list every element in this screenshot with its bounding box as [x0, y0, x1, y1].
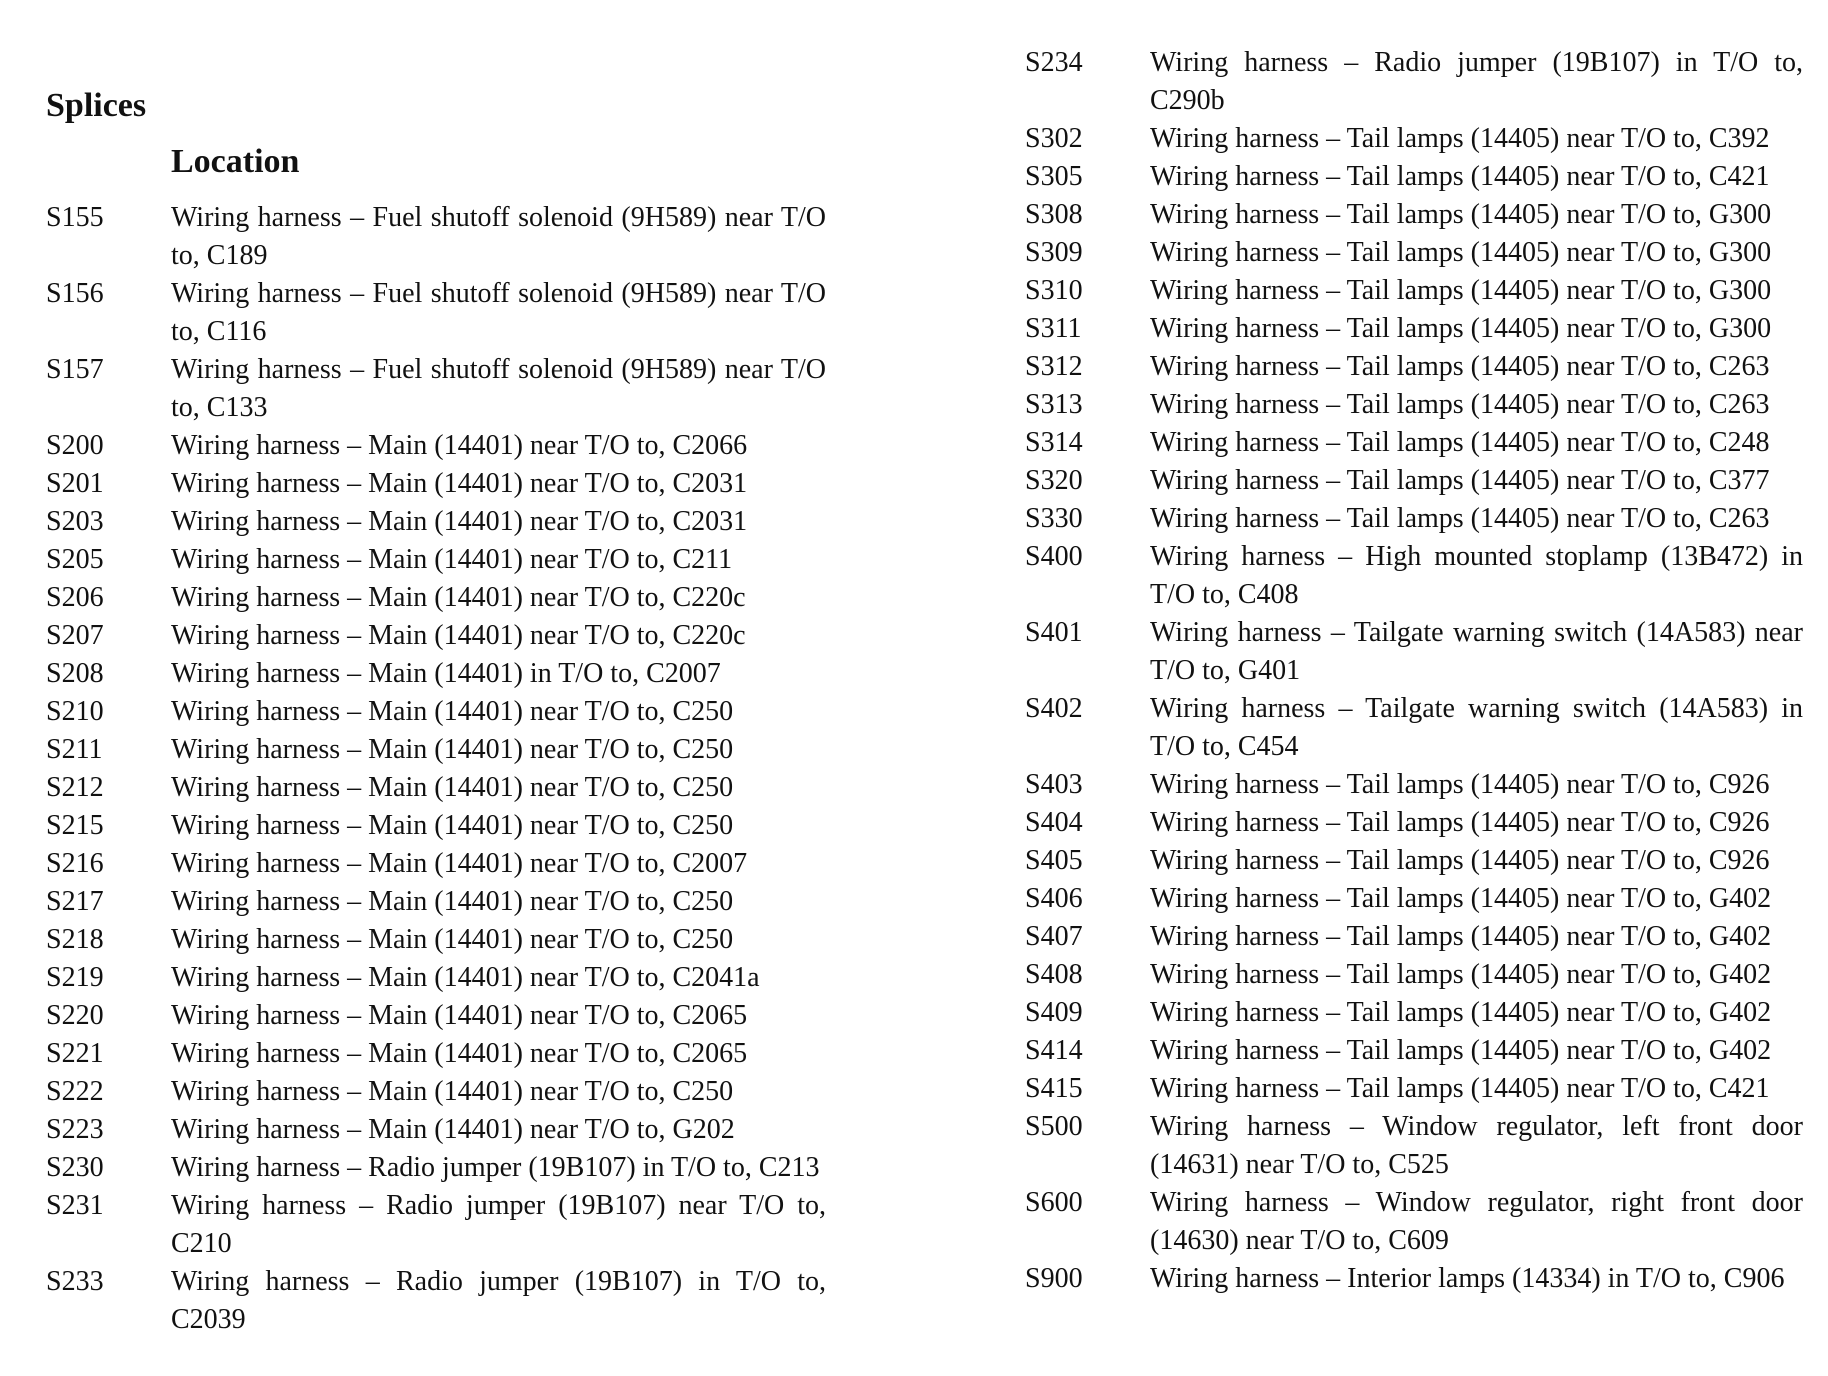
- splice-code: S233: [46, 1266, 104, 1297]
- splice-location: Wiring harness – Tail lamps (14405) near T/O to, G402: [1150, 997, 1772, 1028]
- splice-code: S900: [1025, 1263, 1083, 1294]
- splice-location: Wiring harness – Tailgate warning switch (14A583) near T/O to, G401: [1150, 617, 1803, 686]
- splice-location: Wiring harness – Radio jumper (19B107) in T/O to, C290b: [1150, 47, 1803, 116]
- splice-entry: [46, 655, 826, 693]
- splice-entry: [46, 199, 826, 275]
- splice-code: S405: [1025, 845, 1083, 876]
- splice-location: Wiring harness – Tail lamps (14405) near T/O to, G402: [1150, 1035, 1772, 1066]
- splice-entry: [46, 1111, 826, 1149]
- splice-entry: [1025, 1260, 1803, 1298]
- splice-code: S220: [46, 1000, 104, 1031]
- splice-location: Wiring harness – Window regulator, right front door (14630) near T/O to, C609: [1150, 1187, 1803, 1256]
- left-splice-list: [46, 199, 826, 1339]
- splice-entry: [1025, 956, 1803, 994]
- splice-entry: [46, 731, 826, 769]
- splice-location: Wiring harness – Main (14401) near T/O to, C2065: [171, 1038, 748, 1069]
- splice-code: S206: [46, 582, 104, 613]
- splice-entry: [1025, 690, 1803, 766]
- splice-code: S205: [46, 544, 104, 575]
- splice-location: Wiring harness – Fuel shutoff solenoid (9H589) near T/O to, C133: [171, 354, 826, 423]
- splice-location: Wiring harness – High mounted stoplamp (13B472) in T/O to, C408: [1150, 541, 1803, 610]
- splice-entry: [46, 579, 826, 617]
- splice-code: S314: [1025, 427, 1083, 458]
- splice-code: S157: [46, 354, 104, 385]
- right-splice-list: [1025, 44, 1803, 1298]
- splice-code: S215: [46, 810, 104, 841]
- splice-code: S156: [46, 278, 104, 309]
- splice-code: S200: [46, 430, 104, 461]
- splice-location: Wiring harness – Main (14401) near T/O to, C250: [171, 696, 734, 727]
- splice-location: Wiring harness – Radio jumper (19B107) near T/O to, C210: [171, 1190, 826, 1259]
- splice-entry: [46, 465, 826, 503]
- splice-location: Wiring harness – Main (14401) near T/O to, C220c: [171, 582, 746, 613]
- splice-entry: [1025, 1184, 1803, 1260]
- splice-location: Wiring harness – Tail lamps (14405) near T/O to, C421: [1150, 1073, 1770, 1104]
- splice-code: S309: [1025, 237, 1083, 268]
- splice-code: S155: [46, 202, 104, 233]
- splice-code: S404: [1025, 807, 1083, 838]
- splice-code: S231: [46, 1190, 104, 1221]
- splice-entry: [46, 921, 826, 959]
- splice-entry: [1025, 272, 1803, 310]
- splice-code: S408: [1025, 959, 1083, 990]
- splice-location: Wiring harness – Tail lamps (14405) near T/O to, C377: [1150, 465, 1770, 496]
- splice-code: S600: [1025, 1187, 1083, 1218]
- splice-code: S221: [46, 1038, 104, 1069]
- splice-location: Wiring harness – Tail lamps (14405) near T/O to, G300: [1150, 275, 1772, 306]
- splice-code: S400: [1025, 541, 1083, 572]
- splice-location: Wiring harness – Fuel shutoff solenoid (9H589) near T/O to, C189: [171, 202, 826, 271]
- splice-code: S330: [1025, 503, 1083, 534]
- splice-entry: [1025, 120, 1803, 158]
- splice-code: S414: [1025, 1035, 1083, 1066]
- splice-entry: [46, 883, 826, 921]
- splice-entry: [1025, 424, 1803, 462]
- splice-location: Wiring harness – Tail lamps (14405) near T/O to, C926: [1150, 845, 1770, 876]
- splice-code: S219: [46, 962, 104, 993]
- splice-location: Wiring harness – Main (14401) near T/O to, C2031: [171, 506, 748, 537]
- splice-code: S218: [46, 924, 104, 955]
- splice-code: S313: [1025, 389, 1083, 420]
- splice-location: Wiring harness – Main (14401) near T/O to, C2007: [171, 848, 748, 879]
- splice-code: S409: [1025, 997, 1083, 1028]
- splice-location: Wiring harness – Interior lamps (14334) in T/O to, C906: [1150, 1263, 1785, 1294]
- splice-entry: [46, 617, 826, 655]
- splice-location: Wiring harness – Tail lamps (14405) near T/O to, C263: [1150, 503, 1770, 534]
- splice-location: Wiring harness – Tail lamps (14405) near T/O to, C926: [1150, 807, 1770, 838]
- splice-location: Wiring harness – Fuel shutoff solenoid (9H589) near T/O to, C116: [171, 278, 826, 347]
- splice-entry: [46, 997, 826, 1035]
- splice-entry: [1025, 158, 1803, 196]
- splice-location: Wiring harness – Tail lamps (14405) near T/O to, G300: [1150, 313, 1772, 344]
- splice-entry: [46, 541, 826, 579]
- splice-entry: [1025, 766, 1803, 804]
- splice-entry: [46, 959, 826, 997]
- splice-location: Wiring harness – Tail lamps (14405) near T/O to, C263: [1150, 389, 1770, 420]
- splice-location: Wiring harness – Tail lamps (14405) near T/O to, G402: [1150, 921, 1772, 952]
- splice-entry: [46, 351, 826, 427]
- splice-location: Wiring harness – Main (14401) near T/O to, C250: [171, 772, 734, 803]
- splice-code: S222: [46, 1076, 104, 1107]
- splice-location: Wiring harness – Radio jumper (19B107) in T/O to, C2039: [171, 1266, 826, 1335]
- splice-code: S210: [46, 696, 104, 727]
- splice-entry: [1025, 348, 1803, 386]
- splice-entry: [46, 693, 826, 731]
- splice-location: Wiring harness – Main (14401) near T/O to, C2031: [171, 468, 748, 499]
- splice-location: Wiring harness – Main (14401) near T/O to, G202: [171, 1114, 735, 1145]
- splice-entry: [46, 427, 826, 465]
- splice-entry: [1025, 804, 1803, 842]
- section-title: Splices: [46, 87, 147, 124]
- splice-location: Wiring harness – Main (14401) near T/O to, C211: [171, 544, 733, 575]
- splice-location: Wiring harness – Radio jumper (19B107) in T/O to, C213: [171, 1152, 820, 1183]
- splice-location: Wiring harness – Main (14401) near T/O to, C2041a: [171, 962, 760, 993]
- splice-location: Wiring harness – Tailgate warning switch (14A583) in T/O to, C454: [1150, 693, 1803, 762]
- splice-location: Wiring harness – Tail lamps (14405) near T/O to, G300: [1150, 237, 1772, 268]
- splice-location: Wiring harness – Main (14401) near T/O to, C250: [171, 924, 734, 955]
- splice-location: Wiring harness – Tail lamps (14405) near T/O to, G402: [1150, 883, 1772, 914]
- splice-location: Wiring harness – Tail lamps (14405) near T/O to, G402: [1150, 959, 1772, 990]
- splice-location: Wiring harness – Main (14401) near T/O to, C250: [171, 810, 734, 841]
- splice-entry: [1025, 842, 1803, 880]
- splice-location: Wiring harness – Tail lamps (14405) near T/O to, C421: [1150, 161, 1770, 192]
- splice-code: S223: [46, 1114, 104, 1145]
- splice-location: Wiring harness – Tail lamps (14405) near T/O to, C248: [1150, 427, 1770, 458]
- splice-code: S217: [46, 886, 104, 917]
- location-column-header: Location: [171, 143, 300, 180]
- splice-entry: [1025, 386, 1803, 424]
- splice-entry: [1025, 500, 1803, 538]
- splice-location: Wiring harness – Main (14401) near T/O to, C250: [171, 1076, 734, 1107]
- splice-location: Wiring harness – Main (14401) in T/O to, C2007: [171, 658, 721, 689]
- splice-location: Wiring harness – Tail lamps (14405) near T/O to, C392: [1150, 123, 1770, 154]
- splice-code: S407: [1025, 921, 1083, 952]
- splice-entry: [1025, 310, 1803, 348]
- splice-location: Wiring harness – Tail lamps (14405) near T/O to, C263: [1150, 351, 1770, 382]
- splice-location: Wiring harness – Main (14401) near T/O to, C2065: [171, 1000, 748, 1031]
- splice-entry: [1025, 196, 1803, 234]
- splice-entry: [46, 503, 826, 541]
- splice-code: S402: [1025, 693, 1083, 724]
- splice-location: Wiring harness – Tail lamps (14405) near T/O to, C926: [1150, 769, 1770, 800]
- splice-code: S208: [46, 658, 104, 689]
- splice-entry: [46, 275, 826, 351]
- splice-entry: [1025, 1032, 1803, 1070]
- splice-location: Wiring harness – Main (14401) near T/O to, C220c: [171, 620, 746, 651]
- splice-code: S406: [1025, 883, 1083, 914]
- splice-code: S308: [1025, 199, 1083, 230]
- splice-entry: [1025, 234, 1803, 272]
- splice-code: S415: [1025, 1073, 1083, 1104]
- splice-code: S403: [1025, 769, 1083, 800]
- splice-location: Wiring harness – Main (14401) near T/O to, C2066: [171, 430, 748, 461]
- splice-code: S311: [1025, 313, 1082, 344]
- splice-code: S305: [1025, 161, 1083, 192]
- splice-entry: [1025, 44, 1803, 120]
- splice-code: S216: [46, 848, 104, 879]
- splice-entry: [1025, 1070, 1803, 1108]
- splice-entry: [46, 1187, 826, 1263]
- splice-entry: [46, 1263, 826, 1339]
- splice-code: S207: [46, 620, 104, 651]
- splice-location: Wiring harness – Main (14401) near T/O to, C250: [171, 886, 734, 917]
- splice-code: S212: [46, 772, 104, 803]
- splice-entry: [1025, 538, 1803, 614]
- splice-location: Wiring harness – Window regulator, left front door (14631) near T/O to, C525: [1150, 1111, 1803, 1180]
- splice-entry: [1025, 462, 1803, 500]
- splice-entry: [1025, 1108, 1803, 1184]
- splice-entry: [46, 1035, 826, 1073]
- splice-code: S500: [1025, 1111, 1083, 1142]
- splice-entry: [46, 769, 826, 807]
- splice-entry: [46, 845, 826, 883]
- splice-code: S211: [46, 734, 103, 765]
- splice-code: S230: [46, 1152, 104, 1183]
- splice-location: Wiring harness – Main (14401) near T/O to, C250: [171, 734, 734, 765]
- splice-code: S234: [1025, 47, 1083, 78]
- splice-entry: [1025, 614, 1803, 690]
- splice-entry: [1025, 994, 1803, 1032]
- splice-location: Wiring harness – Tail lamps (14405) near T/O to, G300: [1150, 199, 1772, 230]
- splice-entry: [46, 807, 826, 845]
- splice-code: S203: [46, 506, 104, 537]
- splice-entry: [46, 1149, 826, 1187]
- splice-entry: [46, 1073, 826, 1111]
- splice-code: S302: [1025, 123, 1083, 154]
- splice-code: S401: [1025, 617, 1083, 648]
- splice-code: S310: [1025, 275, 1083, 306]
- splice-entry: [1025, 918, 1803, 956]
- splice-entry: [1025, 880, 1803, 918]
- splice-code: S320: [1025, 465, 1083, 496]
- splice-code: S201: [46, 468, 104, 499]
- splice-code: S312: [1025, 351, 1083, 382]
